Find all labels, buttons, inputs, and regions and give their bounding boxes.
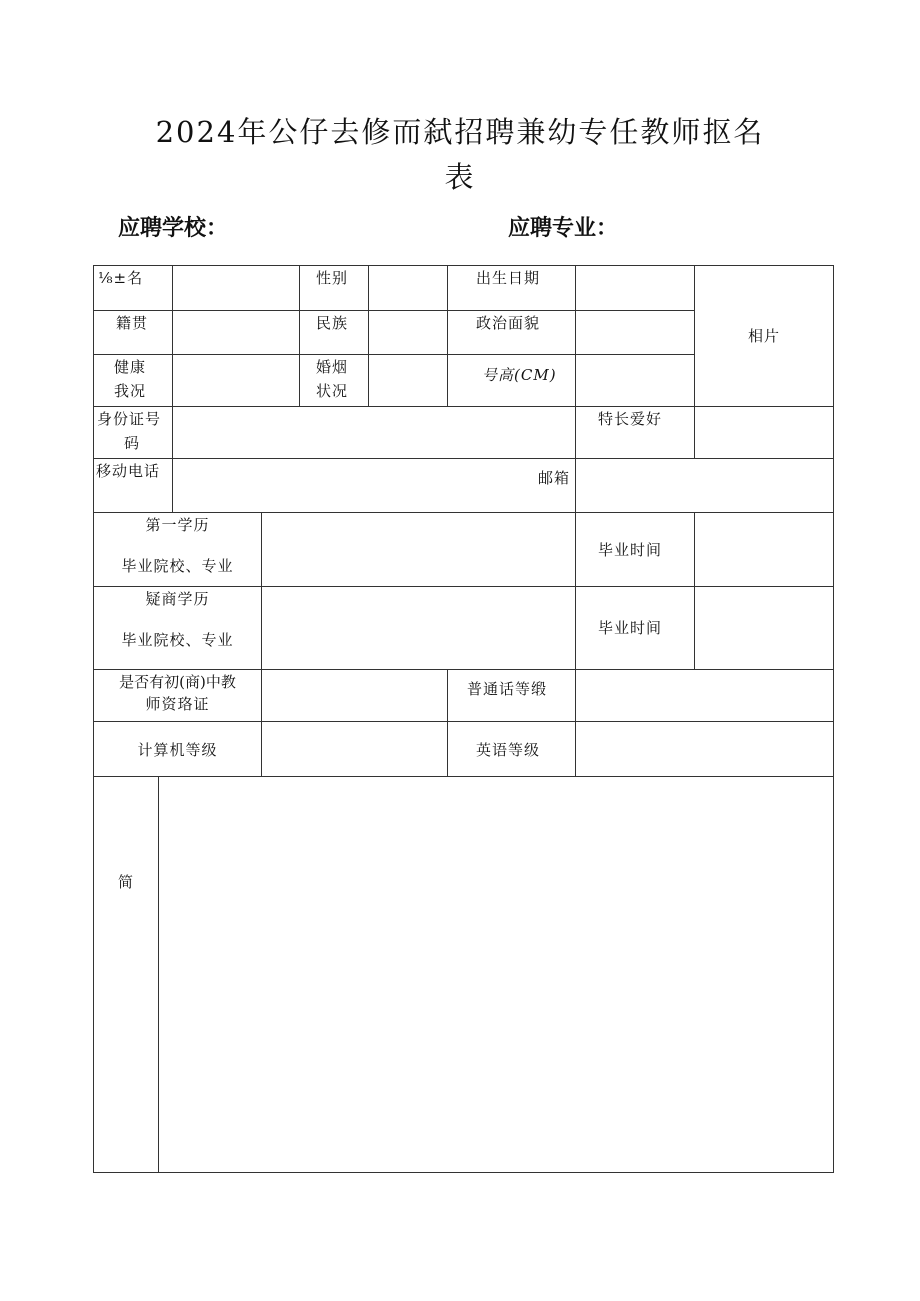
first-degree-school-label: 毕业院校、专业 (121, 557, 234, 575)
highest-degree-field[interactable] (262, 587, 575, 669)
mandarin-level-label: 普通话等缎 (467, 680, 548, 698)
health-field[interactable] (173, 355, 299, 406)
gender-field[interactable] (369, 266, 447, 310)
native-place-field[interactable] (173, 311, 299, 354)
political-status-field[interactable] (576, 311, 694, 354)
marital-status-field[interactable] (369, 355, 447, 406)
teacher-cert-label-2: 师资珞证 (145, 695, 210, 713)
mandarin-level-field[interactable] (576, 670, 833, 721)
form-title-continued: 表 (444, 160, 476, 194)
name-field[interactable] (173, 266, 299, 310)
graduation-time-field-1[interactable] (695, 513, 833, 586)
health-label: 健康 (114, 358, 147, 376)
email-label: 邮箱 (538, 469, 571, 487)
marital-status-label-2: 状况 (316, 382, 349, 400)
graduation-time-label-2: 毕业时间 (598, 619, 663, 637)
resume-label: 简 (117, 873, 134, 891)
applied-school-label: 应聘学校： (118, 216, 229, 241)
hobby-label: 特长爱好 (598, 410, 663, 428)
english-level-label: 英语等级 (476, 741, 541, 759)
highest-degree-label: 疑商学历 (145, 590, 210, 608)
height-field[interactable] (576, 355, 694, 406)
height-label: 号高(CM) (482, 366, 557, 384)
marital-status-label: 婚烟 (316, 358, 349, 376)
mobile-label: 移动电话 (96, 462, 161, 480)
email-field[interactable] (576, 459, 833, 512)
resume-field[interactable] (159, 777, 833, 1172)
first-degree-field[interactable] (262, 513, 575, 586)
english-level-field[interactable] (576, 722, 833, 776)
teacher-cert-field[interactable] (262, 670, 447, 721)
teacher-cert-label: 是否有初(商)中教 (119, 673, 236, 691)
computer-level-label: 计算机等级 (137, 741, 218, 759)
applied-major-label: 应聘专业： (508, 216, 619, 241)
mobile-field[interactable] (173, 459, 533, 512)
form-title: 2024年公仔去修而弑招聘兼幼专任教师抠名 (155, 115, 765, 149)
computer-level-field[interactable] (262, 722, 447, 776)
birth-date-field[interactable] (576, 266, 694, 310)
name-label: ⅛±名 (98, 269, 144, 287)
birth-date-label: 出生日期 (476, 269, 541, 287)
id-number-label-2: 码 (124, 434, 141, 452)
graduation-time-field-2[interactable] (695, 587, 833, 669)
ethnicity-field[interactable] (369, 311, 447, 354)
graduation-time-label-1: 毕业时间 (598, 541, 663, 559)
first-degree-label: 第一学历 (145, 516, 210, 534)
native-place-label: 籍贯 (116, 314, 149, 332)
photo-box[interactable]: 相片 (747, 327, 780, 345)
health-label-2: 我况 (114, 382, 147, 400)
highest-degree-school-label: 毕业院校、专业 (121, 631, 234, 649)
id-number-field[interactable] (173, 407, 575, 458)
gender-label: 性别 (316, 269, 349, 287)
hobby-field[interactable] (695, 407, 833, 458)
ethnicity-label: 民族 (316, 314, 349, 332)
political-status-label: 政治面貌 (476, 314, 541, 332)
id-number-label: 身份证号 (97, 410, 162, 428)
